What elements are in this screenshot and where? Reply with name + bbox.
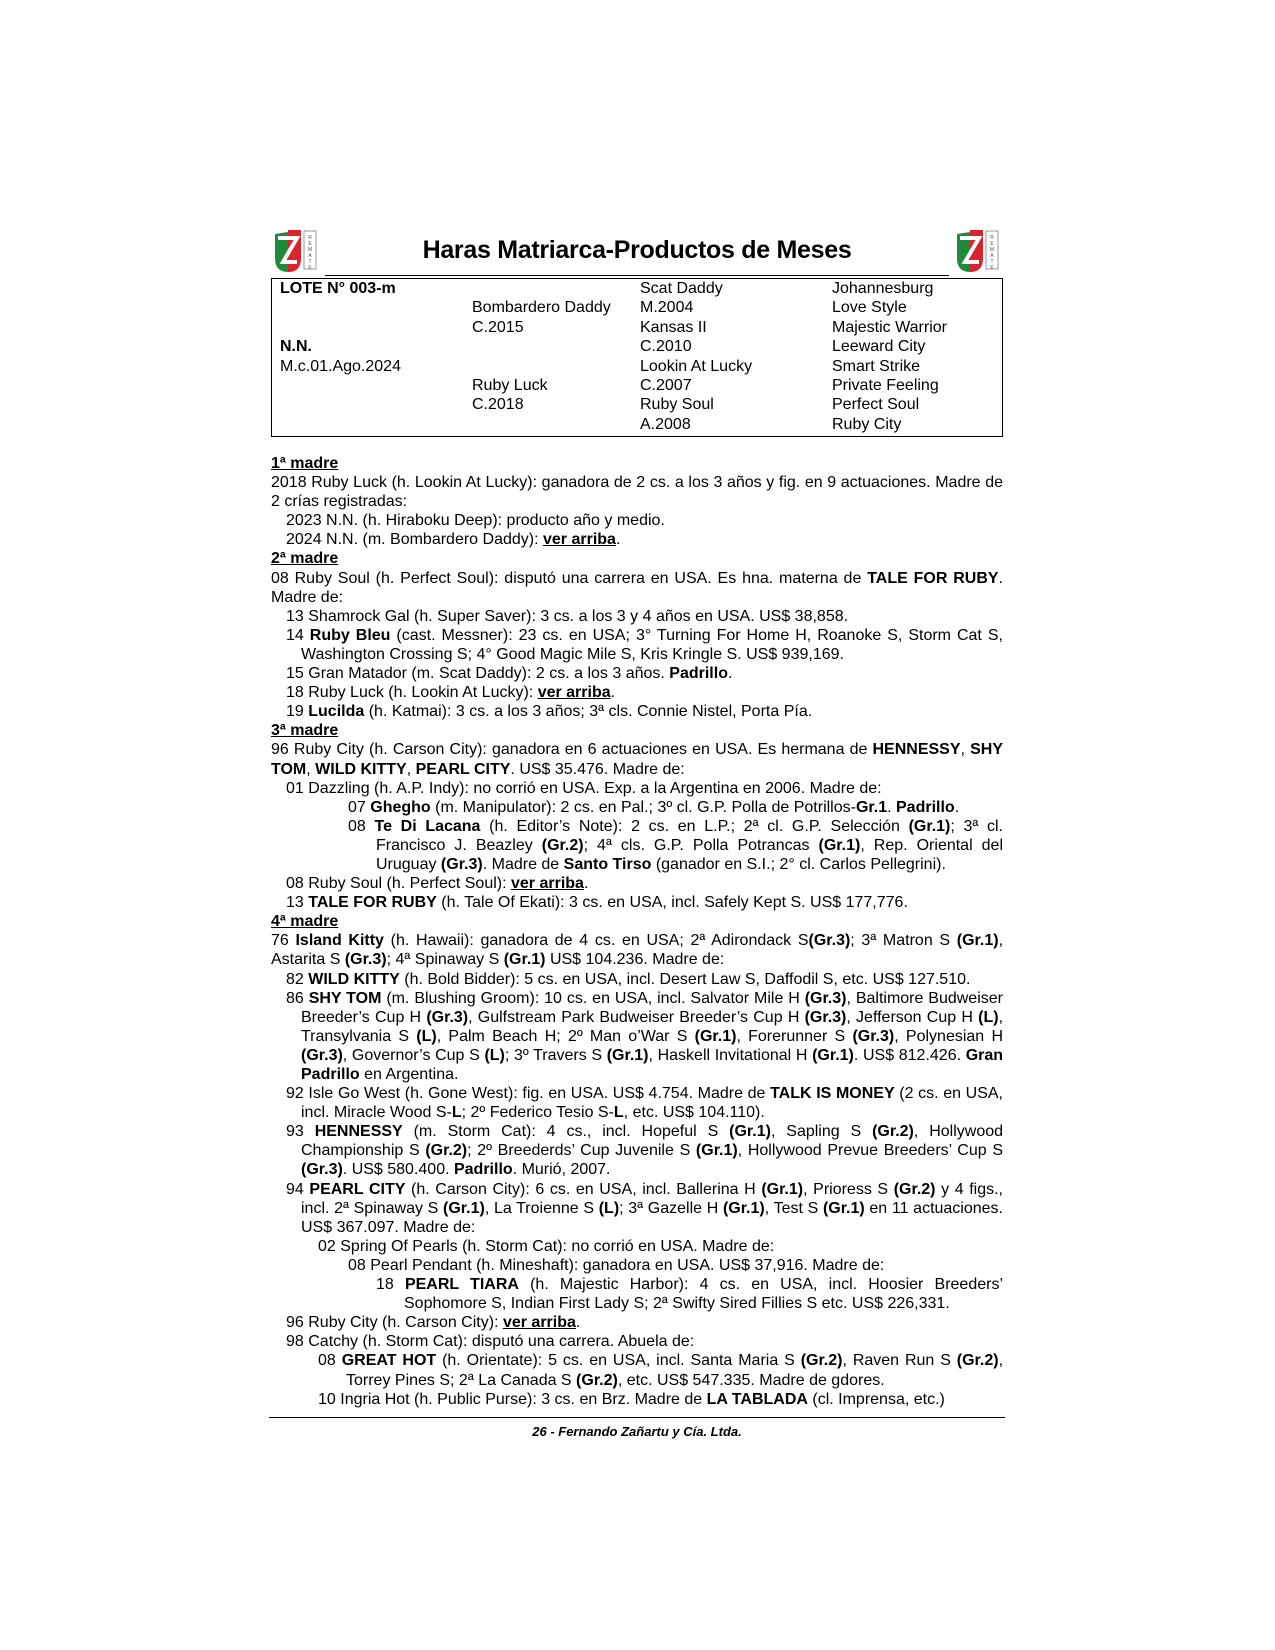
pedigree-col-grandparents (640, 279, 752, 434)
text-run: , La Troienne S (484, 1199, 599, 1217)
svg-text:T: T (990, 259, 994, 265)
text-run: , (406, 760, 416, 778)
text-run: 07 (348, 798, 371, 816)
record-entry (271, 1351, 1003, 1389)
text-run: (h. Hawaii): ganadora de 4 cs. en USA; 2ª Adirondack S (383, 932, 809, 950)
pedigree-cell: Scat Daddy (640, 280, 723, 297)
section-heading (271, 549, 1003, 568)
text-run: 2024 N.N. (m. Bombardero Daddy): (286, 531, 543, 549)
record-entry (271, 607, 1003, 626)
text-run: 86 (286, 989, 309, 1007)
text-run: (h. Orientate): 5 cs. en USA, incl. Santa Maria S (436, 1352, 801, 1370)
text-run: (m. Storm Cat): 4 cs., incl. Hopeful S (402, 1123, 730, 1141)
svg-text:T: T (308, 259, 312, 265)
text-run: (cl. Imprensa, etc.) (807, 1390, 945, 1408)
text-run: , Transylvania S (301, 1008, 1004, 1045)
svg-text:A: A (990, 253, 994, 259)
text-run: WILD KITTY (308, 970, 400, 988)
text-run: ; 2º Breederds’ Cup Juvenile S (467, 1142, 696, 1160)
text-run: (Gr.1) (722, 1199, 765, 1217)
record-entry (271, 473, 1003, 511)
text-run: SHY TOM (308, 989, 382, 1007)
text-run: . (615, 531, 621, 549)
pedigree-cell (280, 318, 401, 337)
zl-remates-logo (271, 228, 321, 274)
section-heading (271, 454, 1003, 473)
text-run: (h. Tale Of Ekati): 3 cs. en USA, incl. Safely Kept S. US$ 177,776. (436, 894, 908, 912)
pedigree-cell: Private Feeling (832, 376, 939, 394)
see-above-link: ver arriba (543, 531, 616, 549)
svg-text:M: M (307, 247, 313, 253)
text-run: . US$ 35.476. Madre de: (510, 760, 685, 778)
text-run: 08 (348, 817, 375, 835)
text-run: 02 Spring Of Pearls (h. Storm Cat): no corrió en USA. Madre de: (318, 1237, 775, 1255)
text-run: (Gr.2) (576, 1371, 618, 1389)
text-run: (Gr.1) (503, 951, 546, 969)
text-run: (Gr.1) (606, 1046, 649, 1064)
text-run: Padrillo (669, 665, 728, 683)
text-run: . US$ 580.400. (342, 1161, 454, 1179)
text-run: Padrillo (896, 798, 955, 816)
text-run: 10 Ingria Hot (h. Public Purse): 3 cs. en Brz. Madre de (318, 1390, 707, 1408)
text-run: TALK IS MONEY (770, 1085, 895, 1103)
text-run: , Polynesian H (894, 1027, 1003, 1045)
text-run: , Torrey Pines S; 2ª La Canada S (346, 1352, 1004, 1389)
text-run: (h. Katmai): 3 cs. a los 3 años; 3ª cls. Connie Nistel, Porta Pía. (364, 703, 813, 721)
record-entry (271, 874, 1003, 893)
svg-text:R: R (308, 235, 312, 241)
horse-name: N.N. (280, 338, 312, 356)
text-run: L (613, 1104, 624, 1122)
text-run: 96 Ruby City (h. Carson City): ganadora en 6 actuaciones en USA. Es hermana de (271, 741, 873, 759)
text-run: ; 4ª cls. G.P. Polla Potrancas (583, 836, 819, 854)
text-run: (Gr.1) (956, 932, 999, 950)
text-run: (Gr.1) (729, 1123, 771, 1141)
text-run: 13 Shamrock Gal (h. Super Saver): 3 cs. a los 3 y 4 años en USA. US$ 38,858. (286, 607, 849, 625)
record-entry (271, 664, 1003, 683)
text-run: . Madre de: (271, 569, 1003, 606)
svg-text:E: E (308, 241, 312, 247)
text-run: US$ 104.236. Madre de: (545, 951, 725, 969)
pedigree-cell (280, 298, 401, 317)
text-run: (Gr.1) (908, 817, 951, 835)
text-run: , Palm Beach H; 2º Man o’War S (436, 1027, 695, 1045)
text-run: 4ª madre (271, 913, 339, 931)
text-run: 98 Catchy (h. Storm Cat): disputó una carrera. Abuela de: (286, 1333, 695, 1351)
text-run: , Hollywood Prevue Breeders’ Cup S (737, 1142, 1003, 1160)
text-run: 76 (271, 932, 296, 950)
text-run: Ruby Bleu (309, 626, 391, 644)
text-run: (h. Carson City): 6 cs. en USA, incl. Ballerina H (405, 1180, 762, 1198)
page-header (271, 228, 1003, 276)
text-run: , Hollywood Championship S (301, 1123, 1004, 1160)
text-run: 08 Ruby Soul (h. Perfect Soul): disputó una carrera en USA. Es hna. materna de (271, 569, 868, 587)
text-run: . (727, 665, 733, 683)
text-run: TALE FOR RUBY (308, 894, 437, 912)
text-run: (Gr.1) (695, 1142, 738, 1160)
record-entry (271, 798, 1003, 817)
record-entry (271, 1237, 1003, 1256)
pedigree-cell: M.2004 (640, 299, 694, 317)
text-run: (ganador en S.I.; 2° cl. Carlos Pellegrini). (651, 855, 946, 873)
text-run: ; 3ª Matron S (850, 932, 957, 950)
record-entry (271, 702, 1003, 721)
text-run: Santo Tirso (563, 855, 652, 873)
text-run: 82 (286, 970, 309, 988)
text-run: y 4 figs., incl. 2ª Spinaway S (301, 1180, 1004, 1217)
svg-text:E: E (308, 265, 312, 271)
pedigree-cell: Smart Strike (832, 357, 921, 375)
text-run: 13 (286, 894, 309, 912)
text-run: (Gr.3) (301, 1046, 343, 1064)
text-run: 08 Ruby Soul (h. Perfect Soul): (286, 875, 511, 893)
text-run: (Gr.2) (541, 836, 584, 854)
text-run: (L) (978, 1008, 999, 1026)
text-run: , Raven Run S (842, 1352, 957, 1370)
record-entry (271, 740, 1003, 778)
pedigree-cell (472, 337, 611, 356)
text-run: (Gr.2) (425, 1142, 468, 1160)
pedigree-cell: C.2007 (640, 376, 692, 394)
record-entry (271, 1256, 1003, 1275)
text-run: PEARL CITY (309, 1180, 406, 1198)
text-run: 15 Gran Matador (m. Scat Daddy): 2 cs. a los 3 años. (286, 665, 670, 683)
text-run: (Gr.1) (822, 1199, 865, 1217)
page-footer: 26 - Fernando Zañartu y Cía. Ltda. (532, 1424, 742, 1439)
text-run: . (887, 798, 896, 816)
text-run: . (575, 1314, 581, 1332)
text-run: (Gr.2) (800, 1352, 843, 1370)
record-entry (271, 1390, 1003, 1409)
text-run: HENNESSY (872, 741, 961, 759)
dam-name: Ruby Luck (472, 376, 548, 394)
record-entry (271, 569, 1003, 607)
sire-birth: C.2015 (472, 318, 524, 336)
pedigree-cell: A.2008 (640, 415, 691, 433)
see-above-link: ver arriba (502, 1314, 576, 1332)
see-above-link: ver arriba (537, 684, 611, 702)
text-run: 2018 Ruby Luck (h. Lookin At Lucky): ganadora de 2 cs. a los 3 años y fig. en 9 actuaciones. Madre de 2 crías registradas: (271, 474, 1003, 511)
text-run: 08 (318, 1352, 342, 1370)
text-run: 3ª madre (271, 722, 339, 740)
text-run: 08 Pearl Pendant (h. Mineshaft): ganadora en USA. US$ 37,916. Madre de: (348, 1256, 885, 1274)
text-run: en Argentina. (359, 1066, 459, 1083)
text-run: (Gr.3) (426, 1008, 469, 1026)
pedigree-cell: Ruby Soul (640, 396, 714, 414)
text-run: (2 cs. en USA, incl. Miracle Wood S- (301, 1085, 1003, 1122)
text-run: SHY TOM (271, 741, 1003, 778)
record-entry (271, 779, 1003, 798)
svg-text:E: E (990, 241, 994, 247)
text-run: 19 (286, 703, 309, 721)
pedigree-box (271, 278, 1003, 437)
text-run: 96 Ruby City (h. Carson City): (286, 1314, 503, 1332)
section-heading (271, 912, 1003, 931)
horse-birth: M.c.01.Ago.2024 (280, 357, 401, 375)
record-entry (271, 893, 1003, 912)
text-run: (Gr.2) (956, 1352, 999, 1370)
record-entry (271, 1332, 1003, 1351)
text-run: ; 4ª Spinaway S (386, 951, 504, 969)
text-run: (Gr.1) (818, 836, 861, 854)
text-run: , Forerunner S (736, 1027, 853, 1045)
record-entry (271, 626, 1003, 664)
page-title: Haras Matriarca-Productos de Meses (422, 236, 852, 264)
dam-birth: C.2018 (472, 396, 524, 414)
sire-name: Bombardero Daddy (472, 299, 611, 317)
svg-text:R: R (990, 235, 994, 241)
text-run: , Rep. Oriental del Uruguay (376, 836, 1004, 873)
text-run: ; 3ª cl. Francisco J. Beazley (376, 817, 1004, 854)
text-run: (Gr.1) (761, 1180, 804, 1198)
text-run: . (610, 684, 616, 702)
pedigree-col-lot (280, 279, 401, 434)
see-above-link: ver arriba (511, 875, 584, 893)
text-run: (Gr.2) (893, 1180, 936, 1198)
pedigree-cell (280, 395, 401, 414)
text-run: 18 Ruby Luck (h. Lookin At Lucky): (286, 684, 538, 702)
pedigree-cell: Lookin At Lucky (640, 357, 753, 375)
text-run: 2023 N.N. (h. Hiraboku Deep): producto año y medio. (286, 512, 665, 530)
text-run: WILD KITTY (315, 760, 407, 778)
text-run: L (451, 1104, 462, 1122)
text-run: 1ª madre (271, 455, 339, 472)
pedigree-cell (472, 415, 611, 434)
text-run: (Gr.3) (804, 1008, 847, 1026)
family-record (271, 454, 1003, 1409)
text-run: Padrillo (453, 1161, 513, 1179)
record-entry (271, 683, 1003, 702)
record-entry (271, 1122, 1003, 1179)
section-heading (271, 721, 1003, 740)
text-run: , etc. US$ 104.110). (623, 1104, 765, 1122)
svg-text:E: E (990, 265, 994, 271)
text-run: en 11 actuaciones. US$ 367.097. Madre de: (301, 1199, 1004, 1236)
text-run: ; 2º Federico Tesio S- (461, 1104, 614, 1122)
text-run: (L) (598, 1199, 620, 1217)
text-run: ; 3º Travers S (504, 1046, 607, 1064)
text-run: , Governor’s Cup S (342, 1046, 485, 1064)
text-run: (Gr.3) (804, 989, 847, 1007)
text-run: . US$ 812.426. (853, 1046, 966, 1064)
text-run: 2ª madre (271, 550, 339, 568)
text-run: , Prioress S (803, 1180, 894, 1198)
pedigree-cell: Majestic Warrior (832, 318, 947, 336)
record-entry (271, 817, 1003, 874)
text-run: (Gr.3) (440, 855, 483, 873)
text-run: , Gulfstream Park Budweiser Breeder’s Cup H (468, 1008, 805, 1026)
footer-rule (269, 1417, 1005, 1418)
pedigree-cell: Leeward City (832, 338, 926, 356)
text-run: LA TABLADA (706, 1390, 808, 1408)
pedigree-cell (472, 357, 611, 376)
text-run: Lucilda (308, 703, 365, 721)
pedigree-col-great-grandparents (832, 279, 947, 434)
text-run: Ghegho (370, 798, 431, 816)
text-run: . Madre de (482, 855, 564, 873)
text-run: (h. Bold Bidder): 5 cs. en USA, incl. Desert Law S, Daffodil S, etc. US$ 127.510. (399, 970, 971, 988)
record-entry (271, 1275, 1003, 1313)
text-run: , (306, 760, 316, 778)
text-run: , Baltimore Budweiser Breeder’s Cup H (301, 989, 1003, 1026)
text-run: , Astarita S (271, 932, 1004, 969)
text-run: , Jefferson Cup H (846, 1008, 979, 1026)
record-entry (271, 1084, 1003, 1122)
pedigree-col-parents (472, 279, 611, 434)
header-rule (325, 275, 949, 276)
pedigree-cell: Ruby City (832, 415, 902, 433)
pedigree-cell: Love Style (832, 299, 907, 317)
text-run: HENNESSY (314, 1123, 403, 1141)
text-run: Gr.1 (855, 798, 888, 816)
text-run: . Murió, 2007. (512, 1161, 611, 1179)
text-run: 01 Dazzling (h. A.P. Indy): no corrió en USA. Exp. a la Argentina en 2006. Madre de: (286, 779, 882, 797)
zl-remates-logo (953, 228, 1003, 274)
pedigree-cell: Johannesburg (832, 280, 934, 297)
text-run: (Gr.3) (808, 932, 851, 950)
text-run: , Haskell Invitational H (648, 1046, 813, 1064)
text-run: (m. Manipulator): 2 cs. en Pal.; 3º cl. G.P. Polla de Potrillos- (430, 798, 856, 816)
text-run: PEARL TIARA (404, 1276, 519, 1294)
text-run: Gran Padrillo (301, 1046, 1004, 1083)
record-entry (271, 530, 1003, 549)
record-entry (271, 1313, 1003, 1332)
text-run: (h. Editor’s Note): 2 cs. en L.P.; 2ª cl. G.P. Selección (480, 817, 909, 835)
text-run: 93 (286, 1123, 315, 1141)
pedigree-cell (280, 376, 401, 395)
text-run: (L) (416, 1027, 437, 1045)
text-run: (Gr.1) (443, 1199, 485, 1217)
record-entry (271, 989, 1003, 1084)
text-run: . (583, 875, 589, 893)
text-run: , Test S (764, 1199, 823, 1217)
text-run: 14 (286, 626, 310, 644)
text-run: (m. Blushing Groom): 10 cs. en USA, incl. Salvator Mile H (381, 989, 805, 1007)
text-run: Island Kitty (295, 932, 384, 950)
pedigree-cell: C.2010 (640, 338, 692, 356)
record-entry (271, 931, 1003, 969)
text-run: GREAT HOT (341, 1352, 437, 1370)
pedigree-cell: Kansas II (640, 318, 707, 336)
record-entry (271, 970, 1003, 989)
record-entry (271, 511, 1003, 530)
lot-number: LOTE N° 003-m (280, 280, 396, 297)
svg-text:A: A (308, 253, 312, 259)
text-run: (cast. Messner): 23 cs. en USA; 3° Turning For Home H, Roanoke S, Storm Cat S, Washington Crossing S; 4° Good Magic Mile S, Kris Kringle S. US$ 939,169. (301, 626, 1003, 663)
text-run: (L) (484, 1046, 505, 1064)
text-run: . (954, 798, 960, 816)
text-run: (Gr.3) (301, 1161, 343, 1179)
text-run: 94 (286, 1180, 310, 1198)
text-run: (h. Majestic Harbor): 4 cs. en USA, incl. Hoosier Breeders’ Sophomore S, Indian First Lady S; 2ª Swifty Sired Fillies S etc. US$ 226,331. (404, 1276, 1004, 1313)
text-run: , Sapling S (770, 1123, 873, 1141)
text-run: , (960, 741, 971, 759)
pedigree-cell (280, 415, 401, 434)
pedigree-cell: Perfect Soul (832, 396, 920, 414)
text-run: 92 Isle Go West (h. Gone West): fig. en USA. US$ 4.754. Madre de (286, 1085, 771, 1103)
text-run: (Gr.2) (872, 1123, 914, 1141)
text-run: TALE FOR RUBY (867, 569, 999, 587)
record-entry (271, 1180, 1003, 1237)
svg-text:M: M (989, 247, 995, 253)
text-run: (Gr.1) (812, 1046, 854, 1064)
pedigree-cell (472, 279, 611, 298)
text-run: PEARL CITY (415, 760, 511, 778)
text-run: , etc. US$ 547.335. Madre de gdores. (617, 1371, 885, 1389)
text-run: ; 3ª Gazelle H (619, 1199, 723, 1217)
text-run: Te Di Lacana (374, 817, 481, 835)
text-run: (Gr.3) (852, 1027, 895, 1045)
text-run: (Gr.3) (344, 951, 387, 969)
catalog-page (271, 228, 1003, 1409)
text-run: (Gr.1) (694, 1027, 737, 1045)
text-run: 18 (376, 1276, 405, 1294)
